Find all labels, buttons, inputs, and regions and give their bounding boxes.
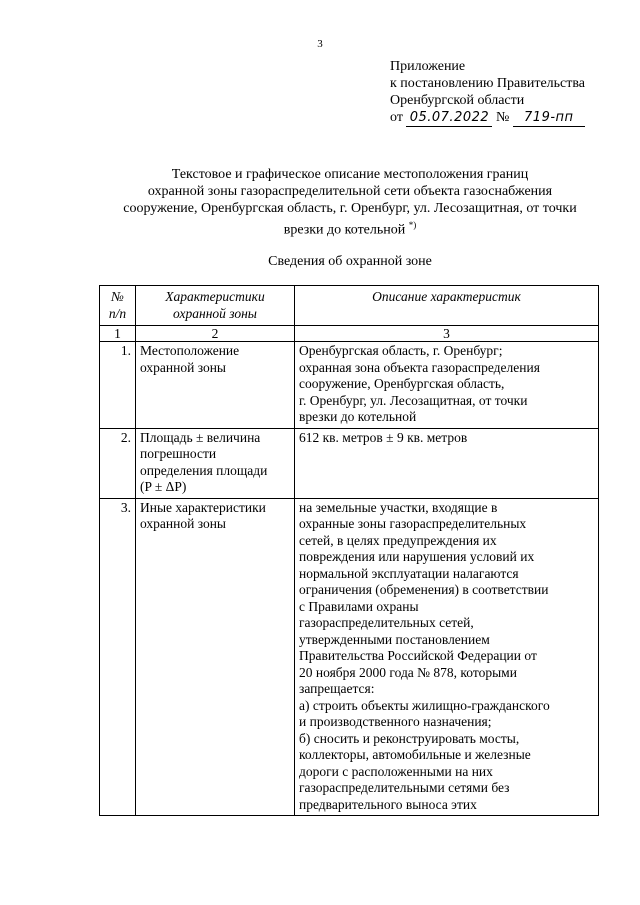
cell-line: охранной зоны [140, 516, 227, 531]
appendix-line: к постановлению Правительства [390, 76, 586, 91]
cell-line: а) строить объекты жилищно-гражданского [299, 697, 550, 713]
cell-line: 612 кв. метров ± 9 кв. метров [299, 429, 468, 445]
cell-line: охранной зоны [173, 305, 257, 321]
cell-line: № [111, 289, 124, 304]
cell-line: охранной зоны [140, 359, 227, 375]
cell-line: Характеристики [165, 289, 265, 304]
cell-line: Местоположение [140, 343, 240, 358]
row-number: 3. [100, 498, 136, 816]
appendix-line: Приложение [390, 59, 466, 74]
cell-line: Правительства Российской Федерации от [299, 648, 537, 663]
title-line-text: врезки до котельной [283, 222, 406, 238]
date-prefix: от [390, 110, 403, 125]
cell-line: на земельные участки, входящие в [299, 499, 498, 515]
title-line [92, 217, 608, 239]
cell-line: предварительного выноса этих [299, 796, 477, 812]
footnote-mark: *) [408, 220, 417, 230]
characteristic-description [295, 428, 599, 498]
cell-line: сетей, в целях предупреждения их [299, 532, 497, 548]
column-number: 3 [295, 326, 599, 342]
cell-line: повреждения или нарушения условий их [299, 549, 535, 564]
cell-line: охранные зоны газораспределительных [299, 516, 527, 531]
cell-line: дороги с расположенными на них [299, 763, 493, 779]
cell-line: газораспределительными сетями без [299, 780, 510, 795]
cell-line: запрещается: [299, 681, 375, 696]
handwritten-date: 05.07.2022 [406, 109, 492, 127]
number-prefix: № [495, 110, 510, 125]
title-line: охранной зоны газораспределительной сети объекта газоснабжения [147, 184, 553, 199]
title-line: Текстовое и графическое описание местоположения границ [171, 167, 529, 182]
cell-line: 20 ноября 2000 года № 878, которыми [299, 664, 517, 680]
row-number: 2. [100, 428, 136, 498]
characteristic-name [136, 428, 295, 498]
cell-line: коллекторы, автомобильные и железные [299, 747, 531, 762]
appendix-block [390, 58, 585, 127]
characteristic-name [136, 498, 295, 816]
table-row [100, 498, 599, 816]
table-row [100, 342, 599, 429]
cell-line: (P ± ΔP) [140, 479, 187, 494]
header-cell-characteristics [136, 286, 295, 326]
characteristic-name [136, 342, 295, 429]
cell-line: сооружение, Оренбургская область, [299, 376, 505, 391]
cell-line: утвержденными постановлением [299, 631, 490, 647]
column-number-row [100, 326, 599, 342]
cell-line: Иные характеристики [140, 499, 266, 515]
header-cell-number [100, 286, 136, 326]
cell-line: Площадь ± величина [140, 429, 261, 445]
cell-line: врезки до котельной [299, 409, 417, 424]
header-cell-description [295, 286, 599, 326]
row-number: 1. [100, 342, 136, 429]
section-subtitle: Сведения об охранной зоне [268, 254, 432, 269]
cell-line: охранная зона объекта газораспределения [299, 359, 540, 375]
column-number: 1 [100, 326, 136, 342]
characteristic-description [295, 498, 599, 816]
cell-line: Описание характеристик [372, 289, 521, 304]
document-title [92, 166, 608, 239]
appendix-line: Оренбургской области [390, 93, 525, 108]
cell-line: г. Оренбург, ул. Лесозащитная, от точки [299, 392, 528, 408]
cell-line: определения площади [140, 462, 268, 478]
cell-line: с Правилами охраны [299, 598, 419, 614]
table-header-row [100, 286, 599, 326]
cell-line: газораспределительных сетей, [299, 615, 474, 630]
handwritten-number: 719-пп [513, 109, 585, 127]
characteristic-description [295, 342, 599, 429]
page-number: 3 [317, 38, 323, 50]
column-number: 2 [136, 326, 295, 342]
protection-zone-table [99, 285, 599, 816]
appendix-date-line [390, 109, 585, 127]
cell-line: п/п [108, 305, 127, 321]
cell-line: б) сносить и реконструировать мосты, [299, 730, 520, 746]
cell-line: Оренбургская область, г. Оренбург; [299, 343, 503, 358]
cell-line: нормальной эксплуатации налагаются [299, 565, 519, 581]
cell-line: погрешности [140, 446, 217, 461]
title-line: сооружение, Оренбургская область, г. Оренбург, ул. Лесозащитная, от точки [123, 201, 577, 216]
cell-line: и производственного назначения; [299, 714, 492, 729]
cell-line: ограничения (обременения) в соответствии [299, 582, 549, 597]
table-row [100, 428, 599, 498]
